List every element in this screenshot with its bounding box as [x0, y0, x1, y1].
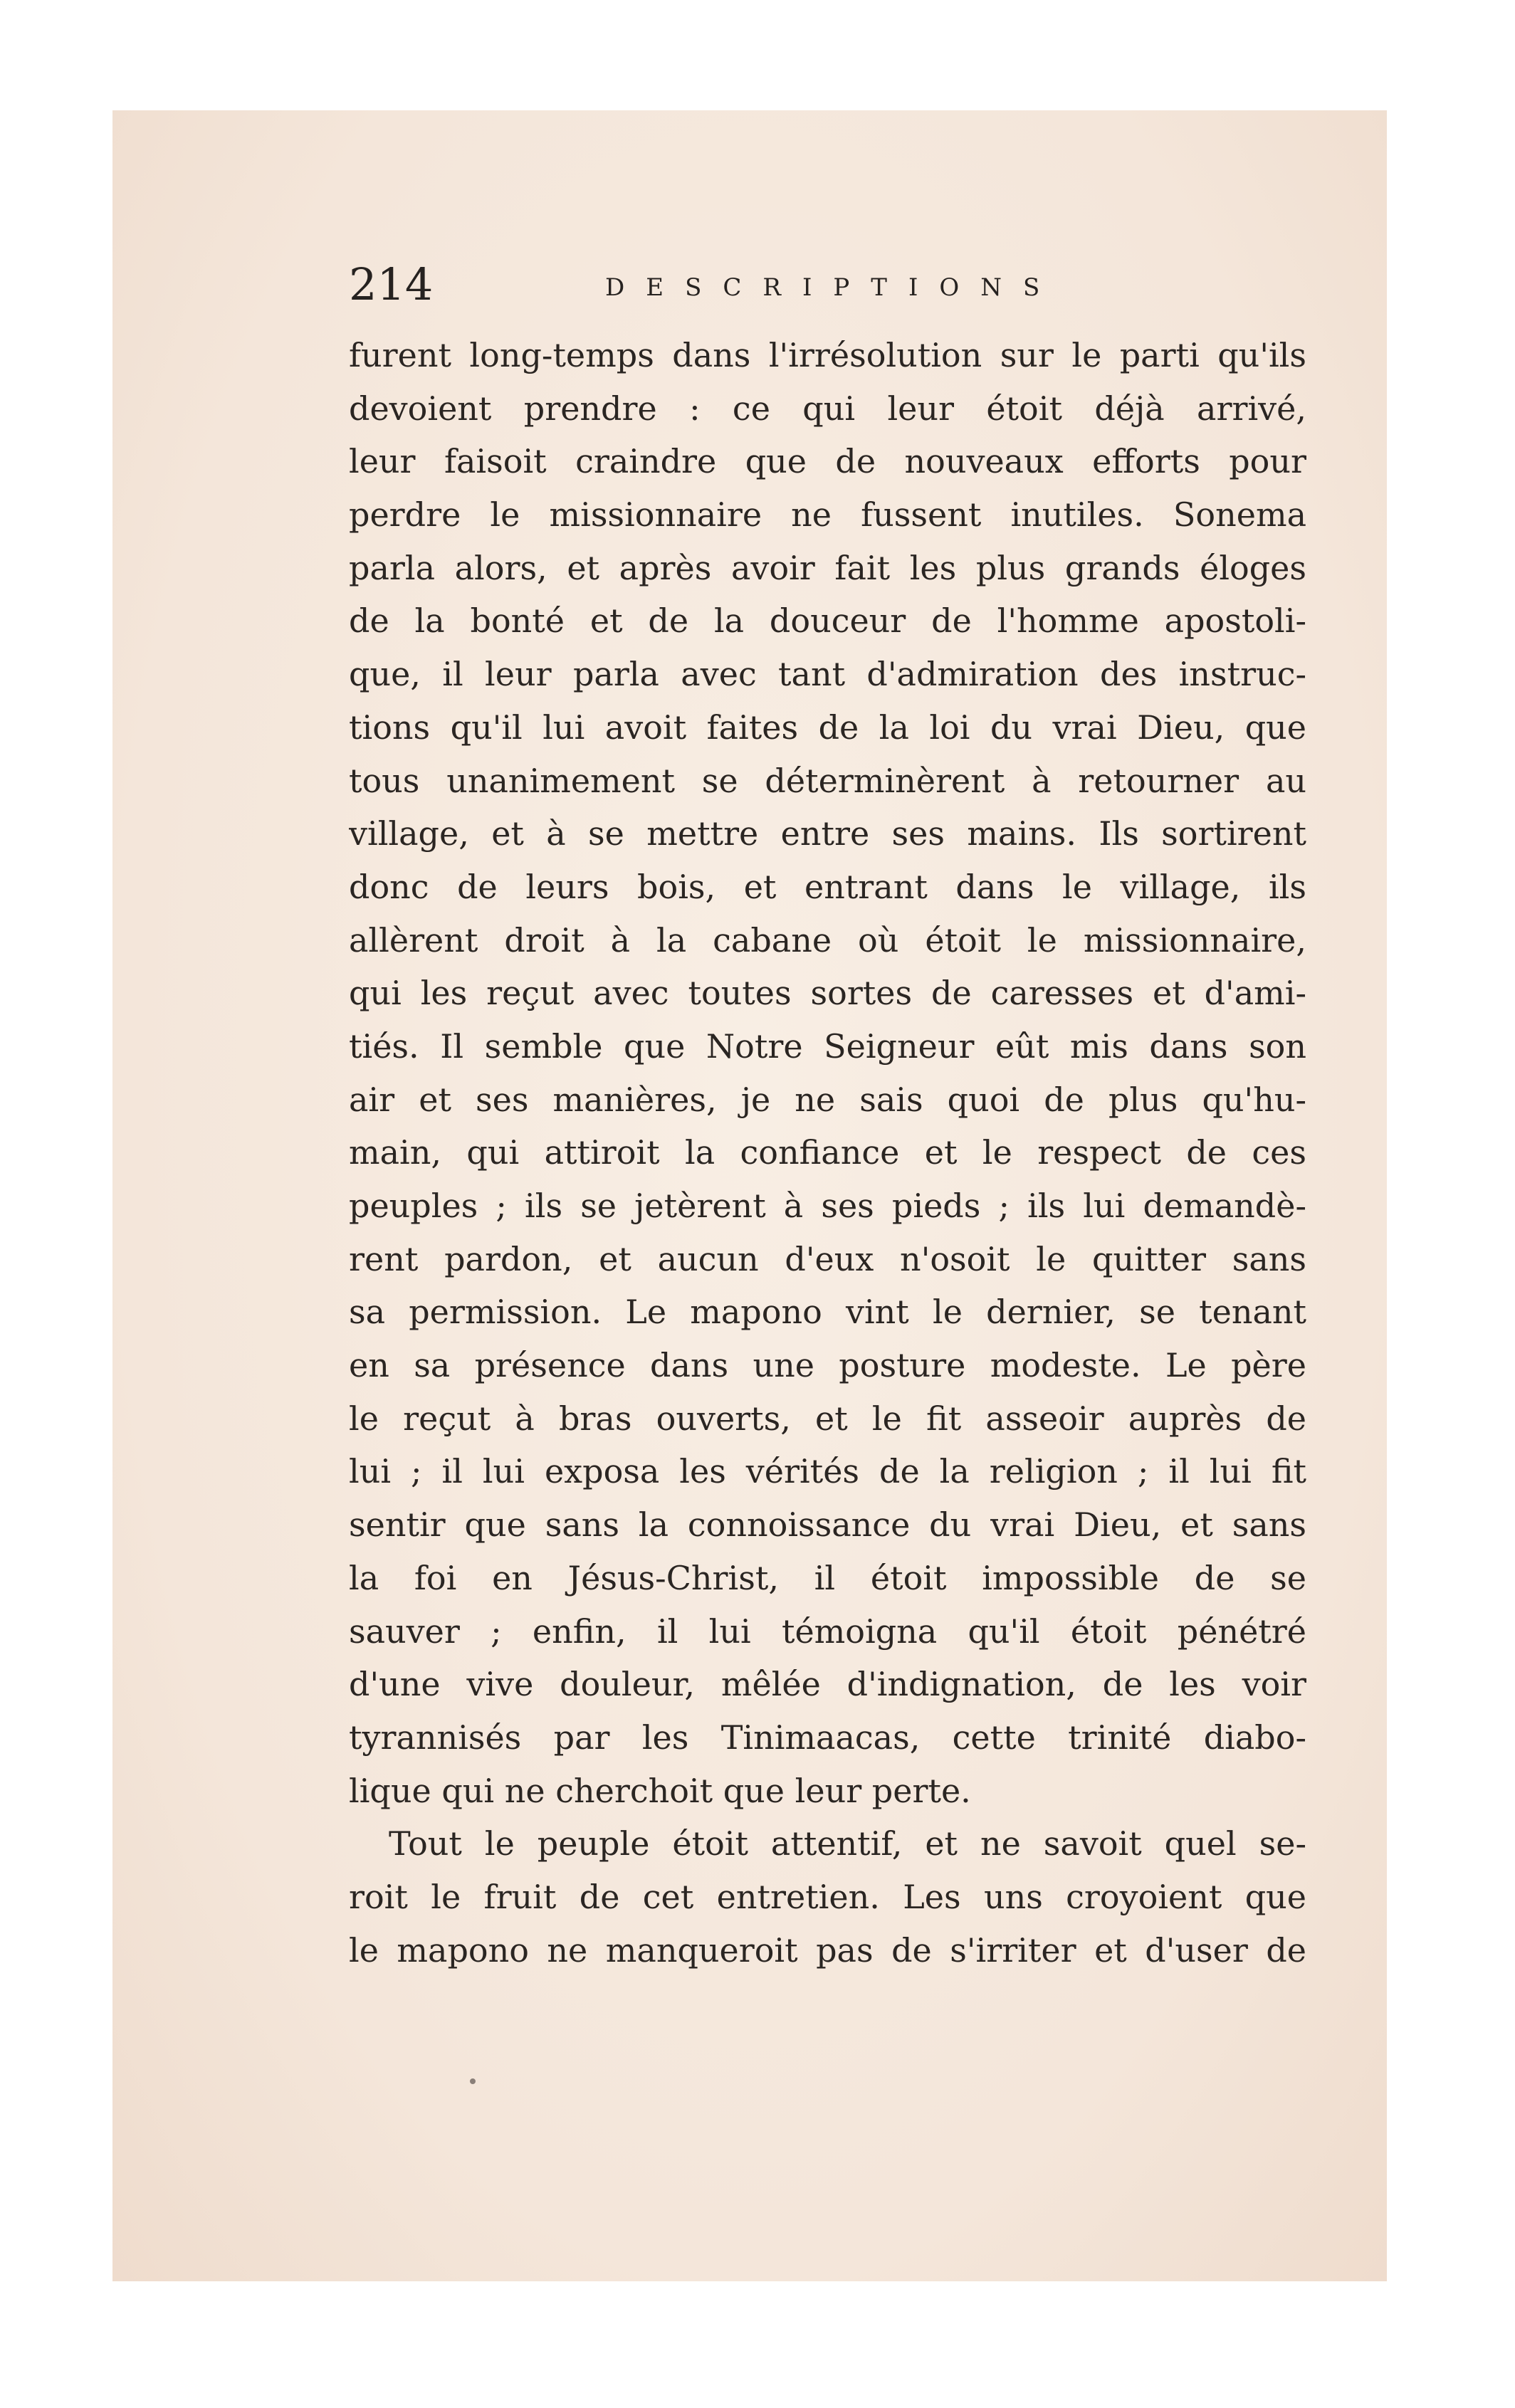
text-line: donc de leurs bois, et entrant dans le village, ils	[349, 867, 1306, 906]
text-line: d'une vive douleur, mêlée d'indignation, de les voir	[349, 1665, 1306, 1704]
text-line: rent pardon, et aucun d'eux n'osoit le quitter sans	[349, 1239, 1306, 1278]
text-line: sentir que sans la connoissance du vrai Dieu, et sans	[349, 1505, 1306, 1545]
text-line: sauver ; enfin, il lui témoigna qu'il étoit pénétré	[349, 1612, 1306, 1651]
text-line: leur faisoit craindre que de nouveaux efforts pour	[349, 442, 1306, 481]
body-text	[349, 329, 1306, 1977]
text-line: la foi en Jésus-Christ, il étoit impossible de se	[349, 1558, 1306, 1597]
text-line: sa permission. Le mapono vint le dernier, se tenant	[349, 1293, 1306, 1332]
text-line: en sa présence dans une posture modeste. Le père	[349, 1346, 1306, 1385]
text-line: village, et à se mettre entre ses mains. Ils sortirent	[349, 814, 1306, 853]
text-line: main, qui attiroit la confiance et le respect de ces	[349, 1133, 1306, 1172]
text-line-paragraph-start: Tout le peuple étoit attentif, et ne savoit quel se-	[389, 1824, 1306, 1863]
text-line: peuples ; ils se jetèrent à ses pieds ; ils lui demandè-	[349, 1187, 1306, 1225]
text-line: devoient prendre : ce qui leur étoit déjà arrivé,	[349, 389, 1306, 428]
text-line: qui les reçut avec toutes sortes de caresses et d'ami-	[349, 974, 1306, 1013]
page-header	[349, 256, 1317, 313]
text-line-paragraph-end: lique qui ne cherchoit que leur perte.	[349, 1771, 971, 1810]
text-line: le reçut à bras ouverts, et le fit asseoir auprès de	[349, 1399, 1306, 1438]
text-line: lui ; il lui exposa les vérités de la religion ; il lui fit	[349, 1452, 1306, 1491]
text-line: air et ses manières, je ne sais quoi de plus qu'hu-	[349, 1080, 1306, 1119]
text-line: tyrannisés par les Tinimaacas, cette trinité diabo-	[349, 1718, 1306, 1757]
page-number: 214	[349, 258, 434, 310]
text-line: le mapono ne manqueroit pas de s'irriter et d'user de	[349, 1930, 1306, 1970]
text-line: parla alors, et après avoir fait les plus grands éloges	[349, 548, 1306, 587]
ink-speck	[470, 2078, 476, 2084]
text-line: roit le fruit de cet entretien. Les uns croyoient que	[349, 1877, 1306, 1916]
text-line: tions qu'il lui avoit faites de la loi du vrai Dieu, que	[349, 708, 1306, 747]
text-line: de la bonté et de la douceur de l'homme apostoli-	[349, 601, 1306, 641]
text-line: tous unanimement se déterminèrent à retourner au	[349, 761, 1306, 800]
text-line: allèrent droit à la cabane où étoit le missionnaire,	[349, 920, 1306, 959]
running-title: DESCRIPTIONS	[605, 273, 1061, 302]
text-line: que, il leur parla avec tant d'admiration des instruc-	[349, 655, 1306, 694]
text-line: tiés. Il semble que Notre Seigneur eût mis dans son	[349, 1026, 1306, 1066]
text-line: perdre le missionnaire ne fussent inutiles. Sonema	[349, 495, 1306, 535]
text-line: furent long-temps dans l'irrésolution sur le parti qu'ils	[349, 336, 1306, 374]
